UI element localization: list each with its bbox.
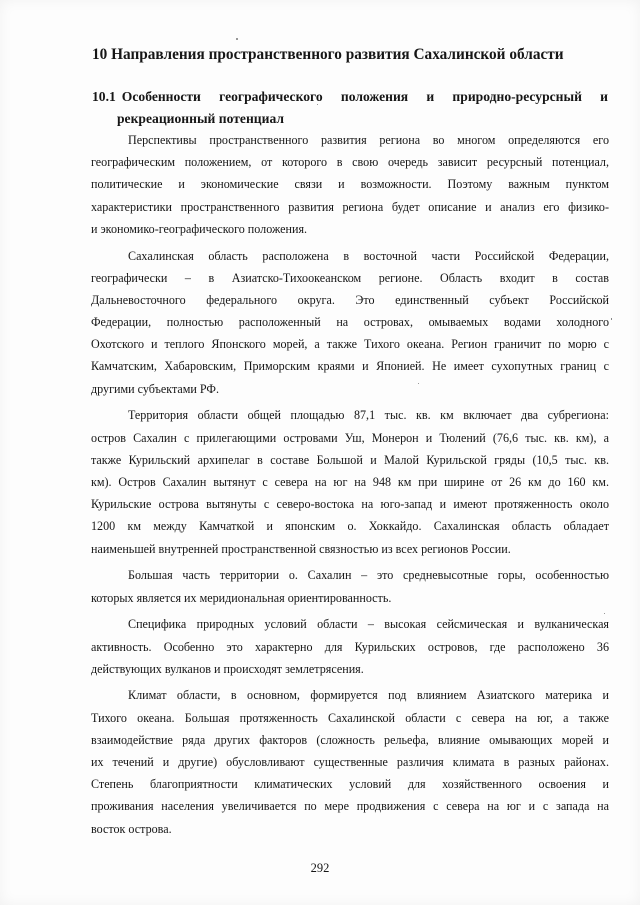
scan-speck	[604, 613, 605, 614]
paragraph-line: политические и экономические связи и возможности. Поэтому важным пунктом	[91, 177, 609, 192]
paragraph-line: наименьшей внутренней пространственной связностью из всех регионов России.	[91, 541, 511, 556]
paragraph-line: Перспективы пространственного развития региона во многом определяются его	[128, 133, 609, 147]
paragraph	[91, 404, 609, 559]
paragraph-line: Федерации, полностью расположенный на островах, омываемых водами холодного	[91, 315, 609, 330]
paragraph	[91, 245, 609, 400]
paragraph-line: взаимодействие ряда других факторов (сложность рельефа, влияние омывающих морей и	[91, 732, 609, 747]
paragraph-line: их течений и другие) обусловливают существенные различия климата в разных районах.	[91, 755, 609, 770]
paragraph-line: остров Сахалин с прилегающими островами Уш, Монерон и Тюлений (76,6 тыс. кв. км), а	[91, 430, 609, 445]
paragraph-line: Территория области общей площадью 87,1 тыс. кв. км включает два субрегиона:	[128, 408, 609, 423]
scan-speck	[418, 383, 419, 384]
section-heading-line-1	[92, 86, 608, 108]
paragraph-line: Климат области, в основном, формируется под влиянием Азиатского материка и	[128, 688, 609, 703]
paragraph-line: восток острова.	[91, 821, 172, 836]
section-number: 10.1	[92, 89, 116, 104]
paragraph-line: также Курильский архипелаг в составе Большой и Малой Курильской гряды (10,5 тыс. кв.	[91, 452, 609, 467]
paragraph	[91, 129, 609, 240]
paragraph-line: и экономико-географического положения.	[91, 221, 308, 236]
paragraph-line: действующих вулканов и происходят землетрясения.	[91, 661, 364, 676]
paragraph	[91, 564, 609, 608]
page-number: 292	[310, 861, 330, 875]
scan-speck	[611, 318, 612, 320]
paragraph-line: характеристики пространственного развития региона будет описание и анализ его физико-	[91, 199, 609, 214]
paragraph-line: 1200 км между Камчаткой и японским о. Хоккайдо. Сахалинская область обладает	[91, 519, 609, 534]
scan-speck	[236, 38, 238, 40]
paragraph	[91, 684, 609, 839]
paragraph-line: Специфика природных условий области – высокая сейсмическая и вулканическая	[128, 617, 609, 632]
paragraph-line: км). Остров Сахалин вытянут с севера на юг на 948 км при ширине от 26 км до 160 км.	[91, 475, 609, 489]
section-heading	[92, 86, 608, 130]
paragraph-line: проживания населения увеличивается по мере продвижения с севера на юг и с запада на	[91, 799, 609, 814]
section-title-part-2: рекреационный потенциал	[117, 111, 284, 126]
paragraph-line: активность. Особенно это характерно для Курильских островов, где расположено 36	[91, 639, 609, 654]
paragraph-line: Сахалинская область расположена в восточной части Российской Федерации,	[128, 248, 609, 263]
paragraph-line: географически – в Азиатско-Тихоокеанском регионе. Область входит в состав	[91, 270, 609, 285]
chapter-title: 10 Направления пространственного развития Сахалинской области	[92, 46, 564, 63]
paragraph-line: другими субъектами РФ.	[91, 381, 219, 396]
scan-speck	[317, 104, 318, 105]
paragraph-line: Дальневосточного федерального округа. Это единственный субъект Российской	[91, 292, 609, 307]
paragraph-line: Охотского и теплого Японского морей, а также Тихого океана. Регион граничит по морю с	[91, 337, 609, 352]
paragraph-line: Тихого океана. Большая протяженность Сахалинской области с севера на юг, а также	[91, 710, 609, 725]
paragraph-line: Курильские острова вытянуты с северо-востока на юго-запад и имеют протяженность около	[91, 497, 609, 512]
paragraph-line: которых является их меридиональная ориентированность.	[91, 590, 392, 605]
paragraph-line: географическим положением, от которого в свою очередь зависит ресурсный потенциал,	[91, 155, 609, 170]
paragraph	[91, 613, 609, 680]
section-title-part-1: Особенности географического положения и природно-ресурсный и	[121, 89, 608, 104]
paragraph-line: Степень благоприятности климатических условий для хозяйственного освоения и	[91, 777, 609, 792]
body-text	[91, 129, 609, 844]
paragraph-line: Большая часть территории о. Сахалин – это средневысотные горы, особенностью	[128, 568, 609, 583]
paragraph-line: Камчатским, Хабаровским, Приморским краями и Японией. Не имеет сухопутных границ с	[91, 359, 609, 374]
